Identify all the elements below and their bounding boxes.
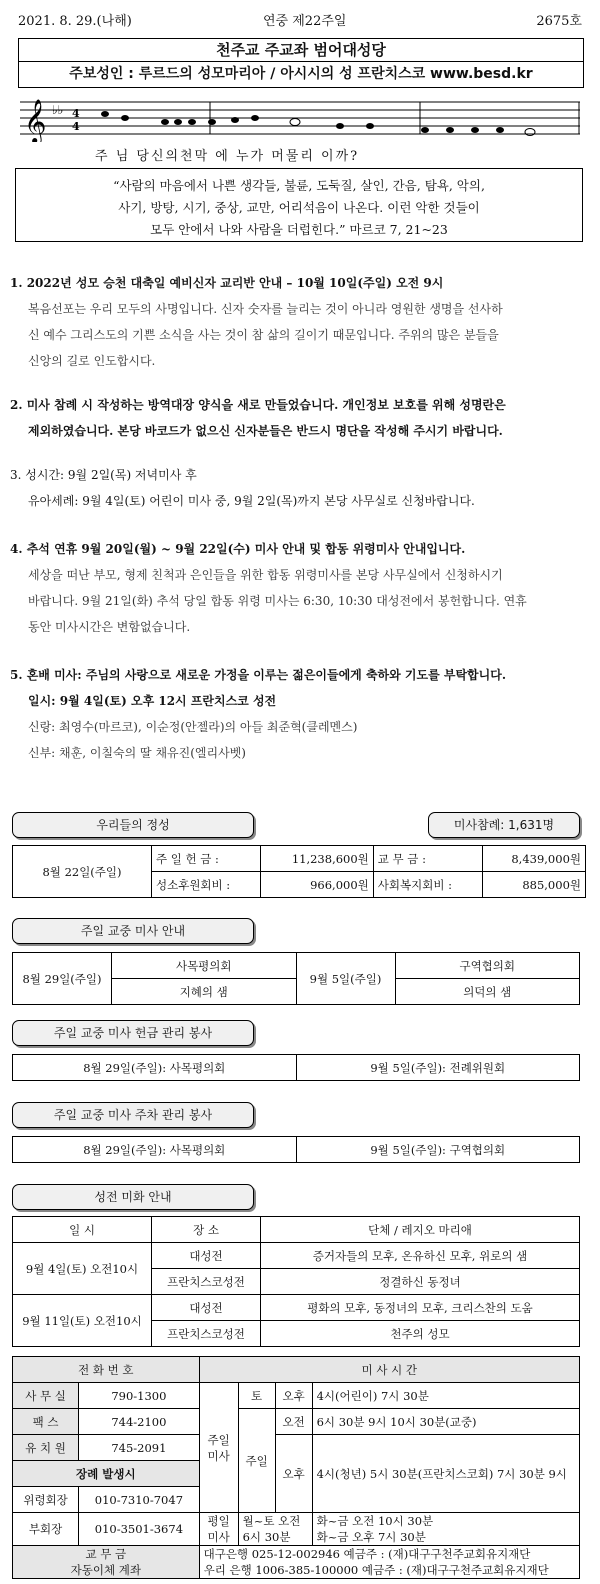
table-cell: 8월 22일(주일) [13, 846, 152, 898]
sunday-mass-table [12, 952, 580, 1005]
table-cell: 966,000원 [261, 872, 374, 898]
notice-line: 5. 혼배 미사: 주님의 사랑으로 새로운 가정을 이루는 젊은이들에게 축하와 기도를 부탁합니다. [10, 668, 506, 682]
table-cell: 9월 5일(주일) [296, 953, 395, 1005]
offering-table [12, 845, 586, 898]
table-cell: 744-2100 [79, 1409, 199, 1435]
table-cell: 화~금 오전 10시 30분 화~금 오후 7시 30분 [312, 1513, 579, 1546]
svg-text:4: 4 [72, 120, 80, 133]
title-box [18, 38, 584, 88]
table-cell: 정결하신 동정녀 [261, 1269, 580, 1295]
table-cell: 천주의 성모 [261, 1321, 580, 1347]
table-cell: 토 [238, 1383, 275, 1409]
table-cell: 프란치스코성전 [152, 1269, 261, 1295]
table-cell: 4시(청년) 5시 30분(프란치스코회) 7시 30분 9시 [312, 1435, 579, 1513]
table-cell: 장 소 [152, 1217, 261, 1243]
table-cell: 6시 30분 9시 10시 30분(교중) [312, 1409, 579, 1435]
issue-number: 2675호 [536, 14, 582, 29]
patron-line: 주보성인 : 루르드의 성모마리아 / 아시시의 성 프란치스코 www.besd.kr [69, 66, 533, 82]
table-cell: 대구은행 025-12-002946 예금주 : (재)대구구천주교회유지재단 우리 은행 1006-385-100000 예금주 : (재)대구구천주교회유지재단 [199, 1546, 579, 1579]
table-cell: 오후 [275, 1383, 312, 1409]
table-cell: 8월 29일(주일) [13, 953, 112, 1005]
sunday-mass-label: 주일 교중 미사 안내 [12, 918, 254, 944]
table-cell: 9월 5일(주일): 구역협의회 [296, 1137, 580, 1163]
notice-line: 바랍니다. 9월 21일(화) 추석 당일 합동 위령 미사는 6:30, 10:30 대성전에서 봉헌합니다. 연휴 [28, 594, 527, 608]
notice-line: 2. 미사 참례 시 작성하는 방역대장 양식을 새로 만들었습니다. 개인정보 보호를 위해 성명란은 [10, 398, 506, 412]
table-cell: 위령회장 [13, 1487, 79, 1513]
liturgical-week: 연중 제22주일 [263, 14, 347, 29]
collection-table [12, 1054, 580, 1081]
cleaning-label: 성전 미화 안내 [12, 1184, 254, 1210]
table-cell: 의덕의 샘 [395, 979, 580, 1005]
table-cell: 790-1300 [79, 1383, 199, 1409]
notice-3 [10, 462, 585, 514]
table-cell: 교 무 금 자동이체 계좌 [13, 1546, 200, 1579]
table-cell: 8월 29일(주일): 사목평의회 [13, 1137, 297, 1163]
table-cell: 팩 스 [13, 1409, 79, 1435]
svg-text:4: 4 [72, 107, 80, 120]
table-cell: 대성전 [152, 1295, 261, 1321]
table-cell: 오후 [275, 1435, 312, 1513]
table-cell: 유 치 원 [13, 1435, 79, 1461]
table-cell: 대성전 [152, 1243, 261, 1269]
notice-line: 3. 성시간: 9월 2일(목) 저녁미사 후 [10, 468, 197, 482]
table-cell: 월~토 오전 6시 30분 [238, 1513, 312, 1546]
notice-line: 신부: 채훈, 이칠숙의 딸 채유진(엘리사벳) [28, 746, 246, 760]
notice-4 [10, 536, 585, 640]
notice-line: 1. 2022년 성모 승천 대축일 예비신자 교리반 안내 – 10월 10일(주일) 오전 9시 [10, 276, 444, 290]
notice-5 [10, 662, 585, 766]
table-cell: 전 화 번 호 [13, 1357, 200, 1383]
table-cell: 부회장 [13, 1513, 79, 1546]
table-cell: 일 시 [13, 1217, 152, 1243]
issue-date: 2021. 8. 29.(나해) [18, 14, 132, 29]
table-cell: 오전 [275, 1409, 312, 1435]
table-cell: 증거자들의 모후, 온유하신 모후, 위로의 샘 [261, 1243, 580, 1269]
table-cell: 사 무 실 [13, 1383, 79, 1409]
notice-2 [10, 392, 585, 444]
table-cell: 11,238,600원 [261, 846, 374, 872]
table-cell: 885,000원 [482, 872, 585, 898]
table-cell: 주일 [238, 1409, 275, 1513]
notice-line: 신랑: 최영수(마르코), 이순정(안젤라)의 아들 최준혁(클레멘스) [28, 720, 358, 734]
notice-line: 신앙의 길로 인도합시다. [28, 354, 156, 368]
treble-clef-icon: 𝄞 [24, 99, 47, 142]
table-cell: 010-3501-3674 [79, 1513, 199, 1546]
table-cell: 평일미사 [199, 1513, 238, 1546]
notice-line: 세상을 떠난 부모, 형제 친척과 은인들을 위한 합동 위령미사를 본당 사무실에서 신청하시기 [28, 568, 503, 582]
parking-table [12, 1136, 580, 1163]
table-cell: 사회복지회비 : [373, 872, 482, 898]
notice-line: 제외하였습니다. 본당 바코드가 없으신 신자분들은 반드시 명단을 작성해 주시기 바랍니다. [28, 424, 503, 438]
table-cell: 성소후원회비 : [152, 872, 261, 898]
notes [101, 111, 535, 136]
table-cell: 지혜의 샘 [112, 979, 297, 1005]
table-cell: 교 무 금 : [373, 846, 482, 872]
table-cell: 장례 발생시 [13, 1461, 200, 1487]
gospel-quote: “사람의 마음에서 나쁜 생각들, 불륜, 도둑질, 살인, 간음, 탐욕, 악의, 사기, 방탕, 시기, 중상, 교만, 어리석음이 나온다. 이런 악한 것들이 모두 안에서 나와 사람을 더럽힌다.” 마르코 7, 21~23 [15, 168, 583, 242]
notice-line: 복음선포는 우리 모두의 사명입니다. 신자 숫자를 늘리는 것이 아니라 영원한 생명을 선사하 [28, 302, 503, 316]
table-cell: 745-2091 [79, 1435, 199, 1461]
notice-1 [10, 270, 585, 374]
bulletin-header [18, 10, 582, 28]
cleaning-table [12, 1216, 580, 1347]
collection-label: 주일 교중 미사 헌금 관리 봉사 [12, 1020, 254, 1046]
music-staff [20, 92, 580, 142]
table-cell: 사목평의회 [112, 953, 297, 979]
table-cell: 주일미사 [199, 1383, 238, 1513]
table-cell: 9월 5일(주일): 전례위원회 [296, 1055, 580, 1081]
table-cell: 010-7310-7047 [79, 1487, 199, 1513]
flat-signs: ♭♭ [52, 103, 64, 117]
contacts-mass-table [12, 1356, 580, 1579]
notice-line: 4. 추석 연휴 9월 20일(월) ~ 9월 22일(수) 미사 안내 및 합동 위령미사 안내입니다. [10, 542, 466, 556]
attendance-label: 미사참례: 1,631명 [428, 812, 580, 838]
table-cell: 구역협의회 [395, 953, 580, 979]
table-cell: 프란치스코성전 [152, 1321, 261, 1347]
notice-line: 동안 미사시간은 변함없습니다. [28, 620, 191, 634]
table-cell: 9월 11일(토) 오전10시 [13, 1295, 152, 1347]
parish-name: 천주교 주교좌 범어대성당 [19, 39, 583, 62]
table-cell: 주 일 헌 금 : [152, 846, 261, 872]
hymn-lyric: 주 님 당신의천막 에 누가 머물리 이까? [95, 149, 360, 164]
parking-label: 주일 교중 미사 주차 관리 봉사 [12, 1102, 254, 1128]
notice-line: 유아세례: 9월 4일(토) 어린이 미사 중, 9월 2일(목)까지 본당 사무실로 신청바랍니다. [28, 494, 475, 508]
table-cell: 8월 29일(주일): 사목평의회 [13, 1055, 297, 1081]
notice-line: 신 예수 그리스도의 기쁜 소식을 사는 것이 참 삶의 길이기 때문입니다. 주위의 많은 분들을 [28, 328, 499, 342]
table-cell: 평화의 모후, 동정녀의 모후, 크리스찬의 도움 [261, 1295, 580, 1321]
notice-line: 일시: 9월 4일(토) 오후 12시 프란치스코 성전 [28, 694, 277, 708]
offering-label: 우리들의 정성 [12, 812, 254, 838]
table-cell: 8,439,000원 [482, 846, 585, 872]
table-cell: 미 사 시 간 [199, 1357, 579, 1383]
table-cell: 4시(어린이) 7시 30분 [312, 1383, 579, 1409]
table-cell: 단체 / 레지오 마리애 [261, 1217, 580, 1243]
table-cell: 9월 4일(토) 오전10시 [13, 1243, 152, 1295]
